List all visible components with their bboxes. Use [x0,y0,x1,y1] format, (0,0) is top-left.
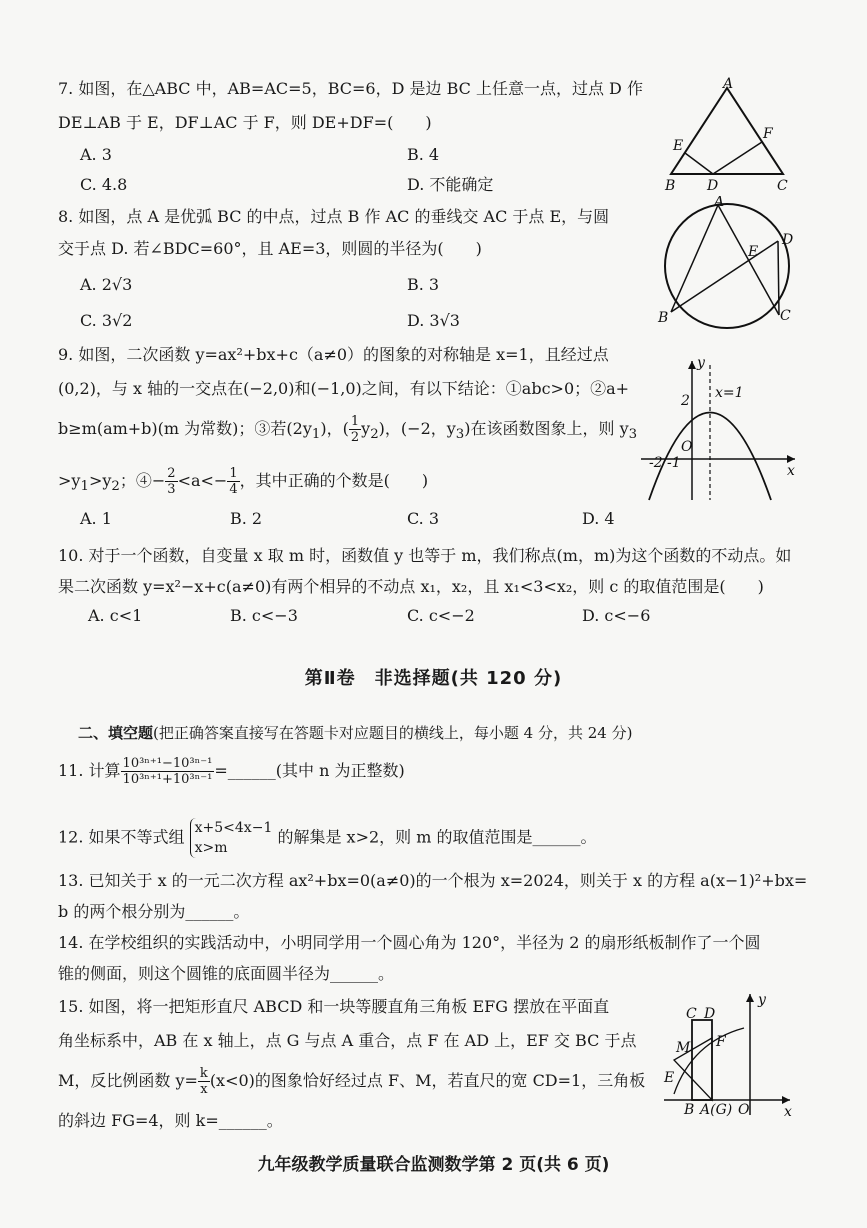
part-2-desc: (把正确答案直接写在答题卡对应题目的横线上，每小题 4 分，共 24 分) [153,724,633,742]
q9-fig-label-axis: x=1 [715,385,744,401]
q9-parabola-figure [635,355,805,505]
q8-circle-figure [650,196,805,336]
q9-fig-label-neg1: -1 [667,455,681,471]
q8-line1: 8. 如图，点 A 是优弧 BC 的中点，过点 B 作 AC 的垂线交 AC 于点 E，与圆 [58,207,610,226]
q15-fig-label-o: O [738,1102,750,1118]
q8-option-a: A. 2√3 [80,275,133,294]
q10-option-b: B. c<−3 [230,606,298,625]
q15-fig-label-d: D [704,1006,716,1022]
q8-option-b: B. 3 [407,275,440,294]
q10-option-d: D. c<−6 [582,606,651,625]
q7-fig-label-d: D [707,178,719,194]
q15-line2: 角坐标系中，AB 在 x 轴上，点 G 与点 A 重合，点 F 在 AD 上，EF 交 BC 于点 [58,1031,637,1050]
q8-fig-label-b: B [658,310,669,326]
part-2-title: 二、填空题 [78,724,154,742]
q12-line: 12. 如果不等式组 x+5<4x−1 x>m 的解集是 x>2，则 m 的取值范围是______。 [58,820,597,856]
q11-fraction: $\frac{\text{10³ⁿ⁺¹−10³ⁿ⁻¹}}{\text{10³ⁿ⁺¹+10³ⁿ⁻¹}}$ [122,756,213,787]
q7-option-d: D. 不能确定 [407,175,494,194]
q7-fig-label-a: A [723,76,734,92]
q9-line2: (0,2)，与 x 轴的一交点在(−2,0)和(−1,0)之间，有以下结论：①abc>0；②a+ [58,379,630,398]
q7-option-b: B. 4 [407,145,440,164]
q9-line3: b≥m(am+b)(m 为常数)；③若$(2y_1)$，( $\frac{1}{2}$ $y_2$)，(−2，$y_3$)在该函数图象上，则 $y_3$ [58,414,638,445]
q15-ruler-figure [660,990,800,1120]
q13-line2: b 的两个根分别为______。 [58,902,250,921]
q9-option-a: A. 1 [80,509,112,528]
q9-option-d: D. 4 [582,509,615,528]
q9-fraction-half: $\frac{1}{2}$ [350,414,360,445]
q11-line: 11. 计算 $\frac{\text{10³ⁿ⁺¹−10³ⁿ⁻¹}}{\text{10³ⁿ⁺¹+10³ⁿ⁻¹}}$ =______(其中 n 为正整数) [58,756,405,787]
q7-triangle-figure [655,76,805,196]
part-2-header [78,722,632,744]
q9-fraction-two-thirds: $\frac{2}{3}$ [167,466,176,497]
q15-fig-label-y: y [758,992,766,1008]
q7-fig-label-e: E [673,138,684,154]
q9-fig-label-y: y [697,355,705,371]
section-2-title: 第Ⅱ卷 非选择题(共 120 分) [304,668,563,689]
q9-fig-label-o: O [681,439,693,455]
q12-inequality-system: x+5<4x−1 x>m [190,818,273,858]
q9-fraction-quarter: $\frac{1}{4}$ [229,466,238,497]
q10-option-a: A. c<1 [88,606,143,625]
q15-fig-label-f: F [716,1034,726,1050]
q7-fig-label-b: B [665,178,676,194]
q15-line4: 的斜边 FG=4，则 k=______。 [58,1111,283,1130]
q15-line3: M，反比例函数 y= $\frac{k}{x}$ (x<0)的图象恰好经过点 F、M，若直尺的宽 CD=1，三角板 [58,1066,646,1097]
q15-fig-label-ag: A(G) [700,1102,733,1118]
q15-fig-label-m: M [676,1040,691,1056]
q8-fig-label-d: D [782,232,794,248]
q10-line2: 果二次函数 y=x²−x+c(a≠0)有两个相异的不动点 x₁，x₂，且 x₁<3<x₂，则 c 的取值范围是( ) [58,577,764,596]
q7-fig-label-c: C [777,178,788,194]
q7-line2: DE⊥AB 于 E，DF⊥AC 于 F，则 DE+DF=( ) [58,113,432,132]
q15-fig-label-b: B [684,1102,695,1118]
q15-fig-label-x: x [784,1104,792,1120]
q14-line1: 14. 在学校组织的实践活动中，小明同学用一个圆心角为 120°，半径为 2 的扇形纸板制作了一个圆 [58,933,761,952]
page-footer: 九年级教学质量联合监测数学第 2 页(共 6 页) [257,1155,610,1175]
q8-fig-label-c: C [780,308,791,324]
q15-fraction-k-over-x: $\frac{k}{x}$ [199,1066,208,1097]
q8-fig-label-e: E [748,244,759,260]
q10-option-c: C. c<−2 [407,606,475,625]
q8-line2: 交于点 D. 若∠BDC=60°，且 AE=3，则圆的半径为( ) [58,239,482,258]
q13-line1: 13. 已知关于 x 的一元二次方程 ax²+bx=0(a≠0)的一个根为 x=2024，则关于 x 的方程 a(x−1)²+bx= [58,871,808,890]
q8-fig-label-a: A [714,196,725,210]
q15-fig-label-e: E [664,1070,675,1086]
q9-line4: $>y_1>y_2$；④− $\frac{2}{3}$ <a<− $\frac{1}{4}$ ，其中正确的个数是( ) [58,466,429,497]
q9-fig-label-2: 2 [681,393,690,409]
q7-option-a: A. 3 [80,145,112,164]
q7-option-c: C. 4.8 [80,175,128,194]
q10-line1: 10. 对于一个函数，自变量 x 取 m 时，函数值 y 也等于 m，我们称点(m，m)为这个函数的不动点。如 [58,546,792,565]
q9-line1: 9. 如图，二次函数 y=ax²+bx+c（a≠0）的图象的对称轴是 x=1，且经过点 [58,345,609,364]
q7-fig-label-f: F [763,126,773,142]
q15-line1: 15. 如图，将一把矩形直尺 ABCD 和一块等腰直角三角板 EFG 摆放在平面直 [58,997,610,1016]
q9-option-c: C. 3 [407,509,440,528]
q15-fig-label-c: C [686,1006,697,1022]
q8-option-c: C. 3√2 [80,311,133,330]
q9-fig-label-x: x [787,463,795,479]
q14-line2: 锥的侧面，则这个圆锥的底面圆半径为______。 [58,964,395,983]
q7-line1: 7. 如图，在△ABC 中，AB=AC=5，BC=6，D 是边 BC 上任意一点，过点 D 作 [58,79,643,98]
q8-option-d: D. 3√3 [407,311,460,330]
q9-option-b: B. 2 [230,509,263,528]
q9-fig-label-neg2: -2 [649,455,663,471]
